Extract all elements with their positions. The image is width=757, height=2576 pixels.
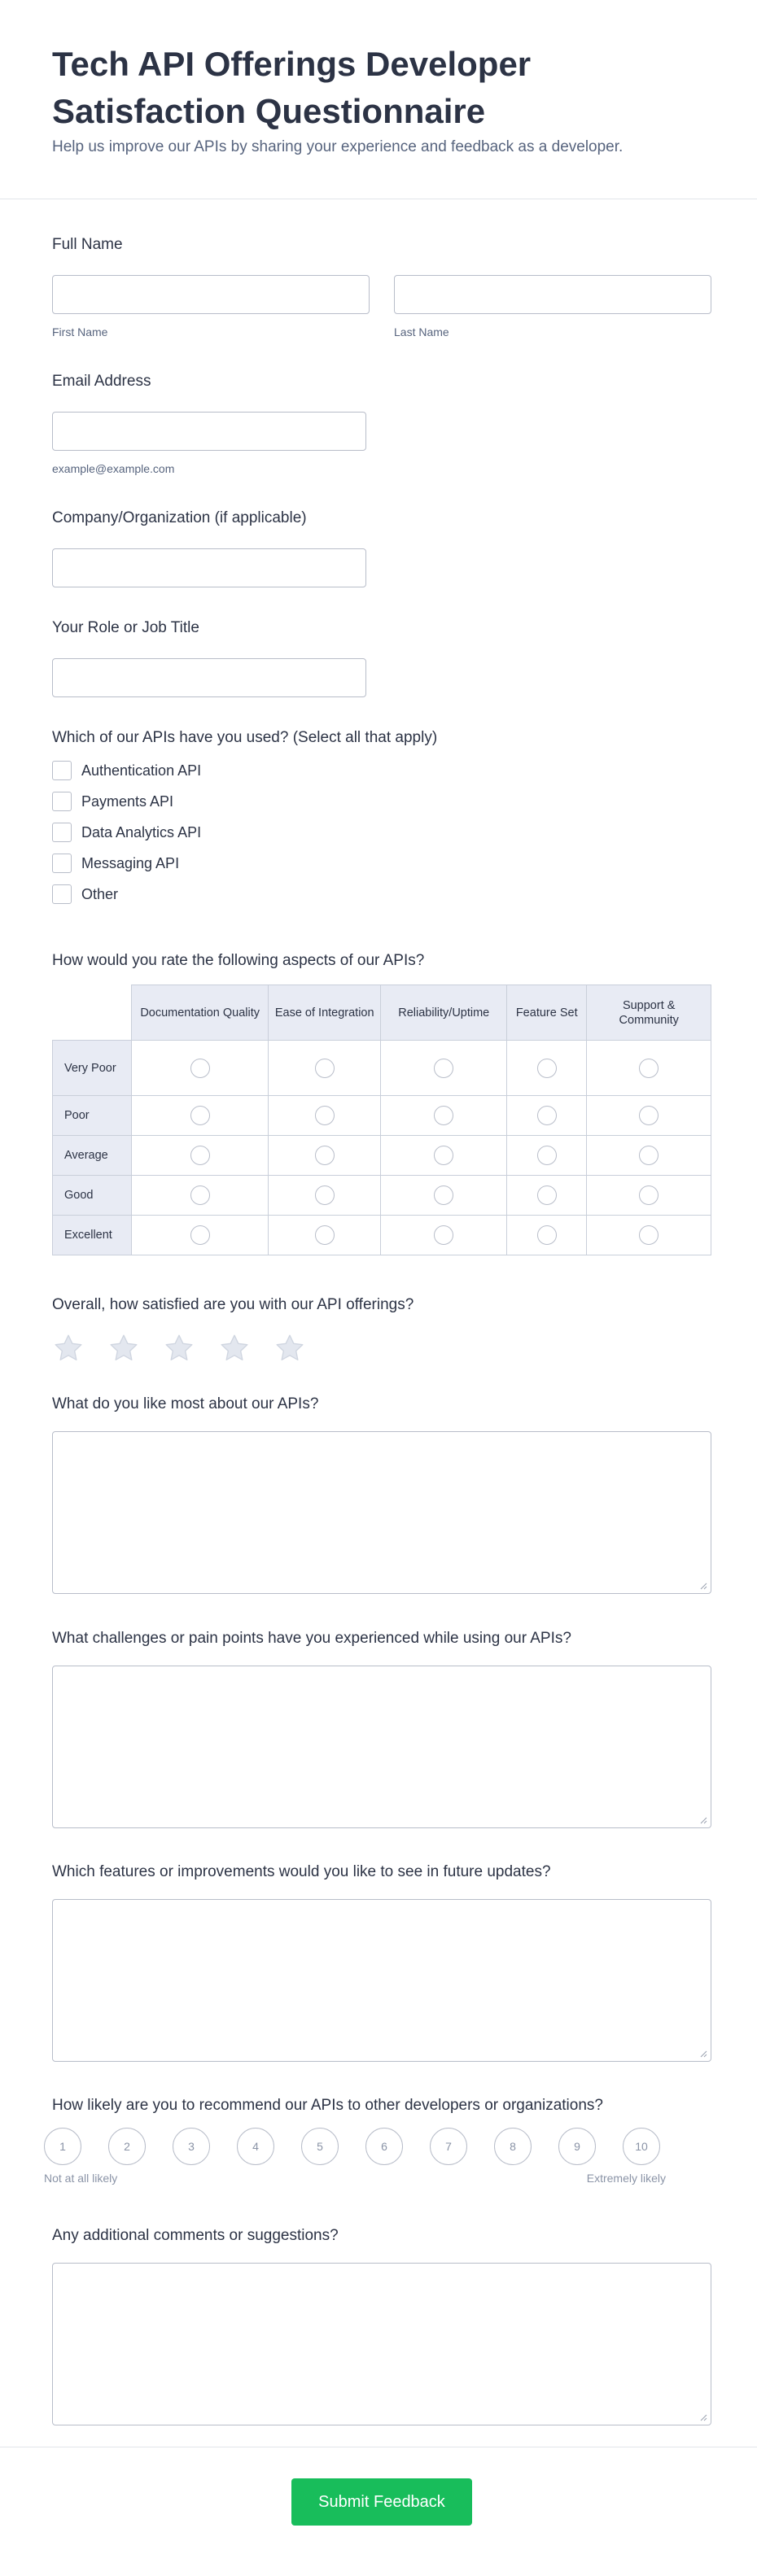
matrix-cell: [587, 1216, 711, 1255]
scale-low-label: Not at all likely: [44, 2172, 118, 2185]
apis-used-field: [52, 729, 711, 910]
recommend-label: How likely are you to recommend our APIs to other developers or organizations?: [52, 2097, 603, 2114]
scale-option-2[interactable]: 2: [108, 2128, 146, 2165]
radio-button[interactable]: [537, 1146, 557, 1165]
scale-option-5[interactable]: 5: [301, 2128, 339, 2165]
radio-button[interactable]: [315, 1146, 335, 1165]
matrix-column-header: Ease of Integration: [268, 985, 381, 1041]
rating-matrix-label: How would you rate the following aspects of our APIs?: [52, 952, 425, 969]
matrix-row: [53, 1041, 711, 1096]
radio-button[interactable]: [190, 1059, 210, 1078]
matrix-cell: [507, 1216, 587, 1255]
resize-handle-icon[interactable]: [699, 2050, 707, 2058]
company-label: Company/Organization (if applicable): [52, 509, 307, 526]
future-features-label: Which features or improvements would you like to see in future updates?: [52, 1863, 551, 1880]
matrix-row-header: Excellent: [53, 1216, 132, 1255]
scale-option-1[interactable]: 1: [44, 2128, 81, 2165]
recommend-scale: [44, 2128, 711, 2165]
full-name-label: Full Name: [52, 236, 123, 253]
resize-handle-icon[interactable]: [699, 1816, 707, 1824]
radio-button[interactable]: [537, 1185, 557, 1205]
submit-button[interactable]: Submit Feedback: [291, 2478, 472, 2526]
api-option-authentication[interactable]: [52, 755, 711, 786]
like-most-label: What do you like most about our APIs?: [52, 1395, 319, 1412]
checkbox[interactable]: [52, 792, 72, 811]
matrix-row: [53, 1096, 711, 1136]
matrix-cell: [507, 1136, 587, 1176]
role-label: Your Role or Job Title: [52, 619, 199, 636]
last-name-sublabel: Last Name: [394, 325, 449, 338]
matrix-cell: [587, 1096, 711, 1136]
radio-button[interactable]: [315, 1059, 335, 1078]
checkbox[interactable]: [52, 884, 72, 904]
challenges-textarea[interactable]: [52, 1666, 711, 1828]
radio-button[interactable]: [315, 1106, 335, 1125]
radio-button[interactable]: [190, 1185, 210, 1205]
radio-button[interactable]: [315, 1225, 335, 1245]
like-most-textarea[interactable]: [52, 1431, 711, 1594]
additional-comments-label: Any additional comments or suggestions?: [52, 2227, 339, 2244]
additional-comments-textarea[interactable]: [52, 2263, 711, 2425]
matrix-column-header: Support & Community: [587, 985, 711, 1041]
matrix-cell: [381, 1136, 507, 1176]
matrix-cell: [132, 1216, 269, 1255]
apis-used-label: Which of our APIs have you used? (Select all that apply): [52, 729, 438, 746]
overall-satisfaction-field: [52, 1296, 711, 1364]
additional-comments-field: [52, 2227, 711, 2425]
matrix-cell: [587, 1176, 711, 1216]
radio-button[interactable]: [537, 1106, 557, 1125]
matrix-row-header: Poor: [53, 1096, 132, 1136]
email-input[interactable]: [52, 412, 366, 451]
role-field: [52, 619, 711, 697]
matrix-row: [53, 1216, 711, 1255]
company-field: [52, 509, 711, 587]
radio-button[interactable]: [190, 1106, 210, 1125]
resize-handle-icon[interactable]: [699, 1582, 707, 1590]
matrix-cell: [132, 1176, 269, 1216]
radio-button[interactable]: [434, 1185, 453, 1205]
radio-button[interactable]: [434, 1225, 453, 1245]
scale-labels: [44, 2172, 666, 2185]
radio-button[interactable]: [190, 1146, 210, 1165]
matrix-cell: [507, 1096, 587, 1136]
full-name-field: [52, 236, 711, 338]
radio-button[interactable]: [537, 1059, 557, 1078]
matrix-cell: [268, 1136, 381, 1176]
matrix-row-header: Very Poor: [53, 1041, 132, 1096]
company-input[interactable]: [52, 548, 366, 587]
scale-option-4[interactable]: 4: [237, 2128, 274, 2165]
scale-option-8[interactable]: 8: [494, 2128, 532, 2165]
checkbox-label: Messaging API: [81, 854, 180, 871]
radio-button[interactable]: [639, 1146, 659, 1165]
radio-button[interactable]: [434, 1106, 453, 1125]
overall-satisfaction-label: Overall, how satisfied are you with our API offerings?: [52, 1296, 414, 1313]
matrix-cell: [268, 1216, 381, 1255]
api-option-other[interactable]: [52, 879, 711, 910]
challenges-field: [52, 1630, 711, 1828]
form-title: Tech API Offerings Developer Satisfaction Questionnaire: [52, 45, 532, 130]
form-footer: [0, 2447, 757, 2576]
matrix-column-header: Documentation Quality: [132, 985, 269, 1041]
challenges-label: What challenges or pain points have you experienced while using our APIs?: [52, 1630, 571, 1647]
matrix-column-header: Reliability/Uptime: [381, 985, 507, 1041]
matrix-row: [53, 1176, 711, 1216]
star-icon[interactable]: [218, 1332, 251, 1364]
radio-button[interactable]: [434, 1059, 453, 1078]
matrix-cell: [381, 1176, 507, 1216]
checkbox-label: Authentication API: [81, 762, 202, 779]
matrix-corner: [53, 985, 132, 1041]
matrix-cell: [268, 1096, 381, 1136]
radio-button[interactable]: [639, 1106, 659, 1125]
matrix-cell: [132, 1096, 269, 1136]
radio-button[interactable]: [434, 1146, 453, 1165]
checkbox[interactable]: [52, 854, 72, 873]
matrix-row: [53, 1136, 711, 1176]
first-name-sublabel: First Name: [52, 325, 108, 338]
form-subtitle: Help us improve our APIs by sharing your experience and feedback as a developer.: [52, 138, 624, 155]
matrix-cell: [507, 1176, 587, 1216]
matrix-row-header: Good: [53, 1176, 132, 1216]
scale-option-6[interactable]: 6: [365, 2128, 403, 2165]
radio-button[interactable]: [315, 1185, 335, 1205]
checkbox-label: Data Analytics API: [81, 823, 202, 840]
email-label: Email Address: [52, 373, 151, 390]
checkbox[interactable]: [52, 761, 72, 780]
scale-high-label: Extremely likely: [586, 2172, 666, 2185]
radio-button[interactable]: [639, 1225, 659, 1245]
future-features-textarea[interactable]: [52, 1899, 711, 2062]
star-icon[interactable]: [52, 1332, 85, 1364]
future-features-field: [52, 1863, 711, 2062]
matrix-row-header: Average: [53, 1136, 132, 1176]
radio-button[interactable]: [639, 1059, 659, 1078]
matrix-cell: [381, 1096, 507, 1136]
matrix-cell: [381, 1041, 507, 1096]
radio-button[interactable]: [537, 1225, 557, 1245]
matrix-cell: [381, 1216, 507, 1255]
email-sublabel: example@example.com: [52, 462, 175, 475]
star-icon[interactable]: [107, 1332, 140, 1364]
matrix-cell: [507, 1041, 587, 1096]
api-option-payments[interactable]: [52, 786, 711, 817]
matrix-column-header: Feature Set: [507, 985, 587, 1041]
matrix-cell: [268, 1041, 381, 1096]
last-name-input[interactable]: [394, 275, 711, 314]
radio-button[interactable]: [639, 1185, 659, 1205]
checkbox-label: Payments API: [81, 792, 174, 810]
like-most-field: [52, 1395, 711, 1594]
matrix-cell: [268, 1176, 381, 1216]
scale-option-10[interactable]: 10: [623, 2128, 660, 2165]
api-option-data-analytics[interactable]: [52, 817, 711, 848]
email-field: [52, 373, 711, 475]
checkbox[interactable]: [52, 823, 72, 842]
form-header: [0, 0, 757, 199]
rating-matrix: [52, 985, 711, 1255]
checkbox-label: Other: [81, 885, 119, 902]
apis-used-options: [52, 755, 711, 910]
recommend-field: [44, 2097, 711, 2185]
first-name-input[interactable]: [52, 275, 370, 314]
api-option-messaging[interactable]: [52, 848, 711, 879]
matrix-cell: [587, 1136, 711, 1176]
rating-matrix-field: [52, 952, 711, 1255]
scale-option-3[interactable]: 3: [173, 2128, 210, 2165]
matrix-cell: [132, 1136, 269, 1176]
scale-option-9[interactable]: 9: [558, 2128, 596, 2165]
star-icon[interactable]: [163, 1332, 195, 1364]
role-input[interactable]: [52, 658, 366, 697]
scale-option-7[interactable]: 7: [430, 2128, 467, 2165]
resize-handle-icon[interactable]: [699, 2413, 707, 2421]
matrix-cell: [587, 1041, 711, 1096]
radio-button[interactable]: [190, 1225, 210, 1245]
star-rating: [52, 1332, 711, 1364]
matrix-cell: [132, 1041, 269, 1096]
star-icon[interactable]: [273, 1332, 306, 1364]
